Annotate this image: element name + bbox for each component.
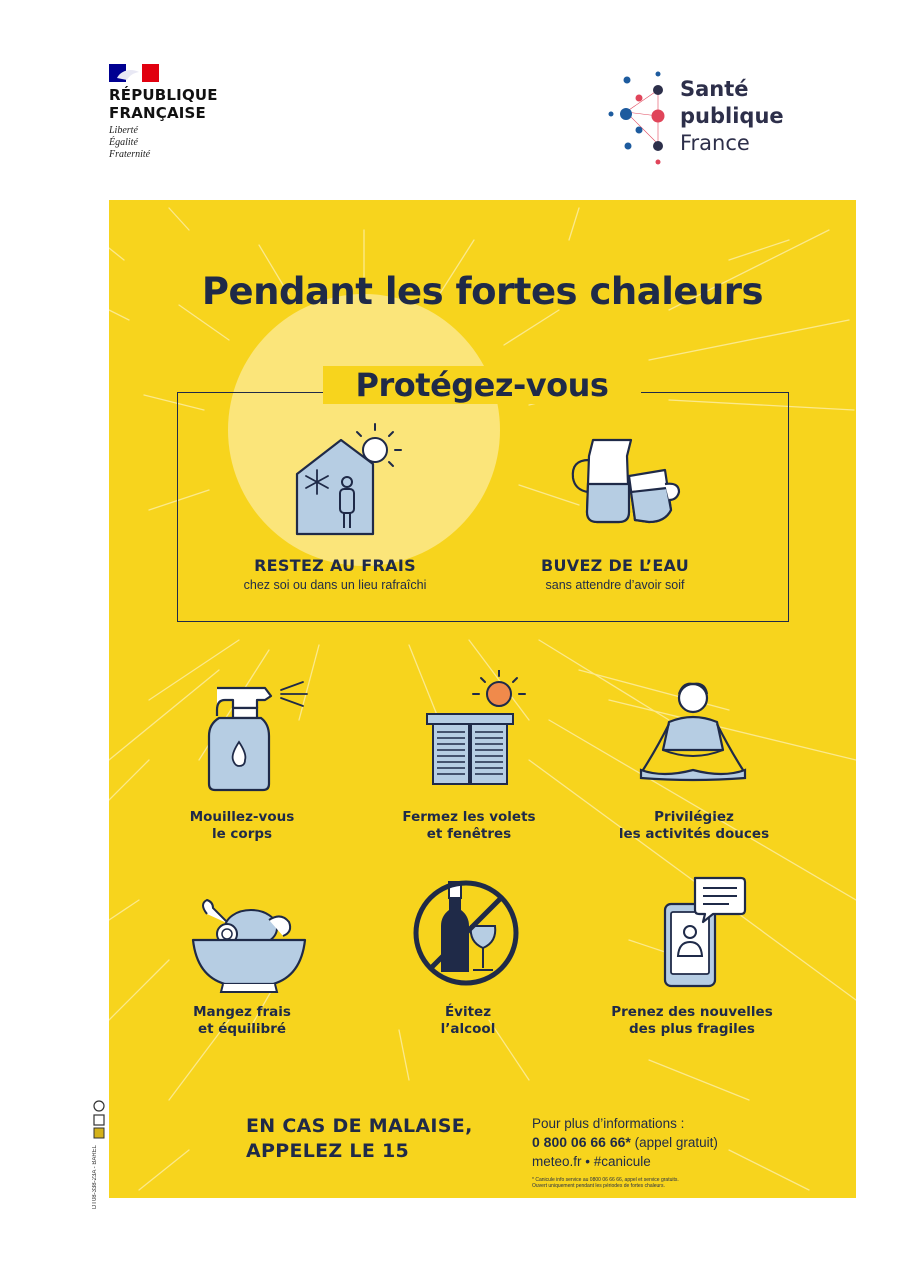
spf-dots-icon	[606, 70, 676, 166]
tip-label: Évitez l’alcool	[440, 1004, 496, 1037]
main-tip-sub: sans attendre d’avoir soif	[545, 578, 685, 592]
website-link[interactable]: meteo.fr • #canicule	[532, 1154, 651, 1169]
republique-francaise-logo	[109, 64, 249, 161]
tip-label: Mouillez-vous le corps	[189, 809, 295, 842]
main-tip-sub: chez soi ou dans un lieu rafraîchi	[243, 578, 427, 592]
republique-title: RÉPUBLIQUE FRANÇAISE	[109, 86, 218, 122]
food-bowl-icon	[189, 894, 309, 994]
water-jug-glass-icon	[569, 434, 689, 534]
info-block: Pour plus d’informations : 0 800 06 66 66* (appel gratuit) meteo.fr • #canicule	[532, 1116, 718, 1169]
heatwave-poster	[109, 200, 856, 1198]
tip-label: Prenez des nouvelles des plus fragiles	[611, 1004, 773, 1037]
emergency-message: EN CAS DE MALAISE, APPELEZ LE 15	[246, 1115, 473, 1162]
hotline-number: 0 800 06 66 66*	[532, 1134, 631, 1150]
tip-label: Mangez frais et équilibré	[193, 1004, 291, 1037]
recycle-logo-icon	[92, 1100, 106, 1140]
main-tip-label: RESTEZ AU FRAIS	[254, 556, 416, 575]
footnote: * Canicule info service au 0800 06 66 66, appel et service gratuits. Ouvert uniquement pendant les périodes de fortes chaleurs.	[532, 1177, 679, 1189]
house-cool-icon	[289, 422, 409, 542]
main-tip-label: BUVEZ DE L’EAU	[540, 556, 690, 575]
poster-title: Pendant les fortes chaleurs	[201, 270, 764, 313]
spray-bottle-icon	[203, 676, 313, 796]
no-alcohol-icon	[409, 876, 523, 990]
meditating-person-icon	[633, 678, 753, 786]
tip-label: Privilégiez les activités douces	[618, 809, 770, 842]
phone-message-icon	[659, 872, 749, 992]
side-print-code: DT08-338-23A - BAREL	[92, 1100, 106, 1209]
tip-label: Fermez les volets et fenêtres	[402, 809, 536, 842]
marianne-flag-icon	[109, 64, 159, 82]
sante-publique-france-logo	[606, 70, 806, 166]
spf-text: Santé publique France	[680, 77, 784, 155]
poster-subtitle: Protégez-vous	[323, 366, 641, 404]
republique-motto: Liberté Égalité Fraternité	[109, 125, 151, 160]
shutters-sun-icon	[423, 670, 535, 790]
